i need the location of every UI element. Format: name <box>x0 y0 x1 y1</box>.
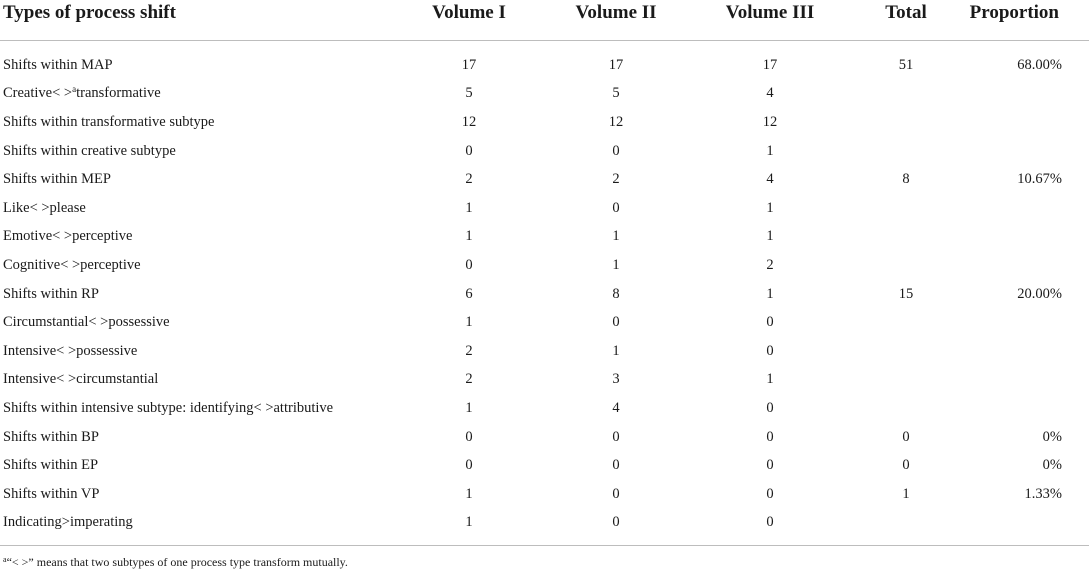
cell-volume-3: 1 <box>766 142 774 159</box>
table-row <box>0 280 1089 309</box>
cell-proportion <box>961 108 1089 137</box>
table-footnote <box>3 555 348 570</box>
cell-total <box>851 337 961 366</box>
cell-volume-2: 0 <box>612 142 620 159</box>
cell-volume-1: 17 <box>461 56 477 73</box>
cell-total <box>851 223 961 252</box>
cell-volume-3: 0 <box>766 314 774 331</box>
row-label: Intensive< >possessive <box>3 342 138 359</box>
cell-proportion: 68.00% <box>1017 56 1062 73</box>
cell-volume-2: 0 <box>612 457 620 474</box>
cell-total <box>851 194 961 223</box>
header-row <box>0 0 1089 41</box>
cell-volume-2: 3 <box>612 371 620 388</box>
cell-proportion <box>961 251 1089 280</box>
cell-total <box>851 251 961 280</box>
cell-proportion <box>961 137 1089 166</box>
cell-volume-1: 1 <box>465 485 473 502</box>
cell-total <box>851 366 961 395</box>
cell-total: 0 <box>902 457 910 474</box>
cell-volume-2: 17 <box>608 56 624 73</box>
table-row <box>0 223 1089 252</box>
row-label: Shifts within RP <box>3 285 99 302</box>
row-label: Shifts within EP <box>3 457 99 474</box>
table-row <box>0 480 1089 509</box>
table-row <box>0 137 1089 166</box>
cell-volume-1: 6 <box>465 285 473 302</box>
cell-volume-3: 1 <box>766 285 774 302</box>
cell-volume-2: 0 <box>612 485 620 502</box>
cell-total <box>851 108 961 137</box>
cell-volume-3: 4 <box>766 171 774 188</box>
cell-total <box>851 509 961 546</box>
table-row <box>0 165 1089 194</box>
cell-total: 51 <box>898 56 914 73</box>
cell-volume-1: 5 <box>465 85 473 102</box>
cell-proportion <box>961 223 1089 252</box>
cell-volume-3: 4 <box>766 85 774 102</box>
cell-total <box>851 394 961 423</box>
cell-volume-3: 17 <box>762 56 778 73</box>
cell-total <box>851 137 961 166</box>
row-label: Shifts within BP <box>3 428 99 445</box>
cell-proportion <box>961 509 1089 546</box>
row-label: Circumstantial< >possessive <box>3 314 170 331</box>
cell-volume-2: 12 <box>608 113 624 130</box>
cell-volume-1: 12 <box>461 113 477 130</box>
cell-volume-3: 0 <box>766 457 774 474</box>
cell-volume-2: 1 <box>612 256 620 273</box>
cell-volume-3: 0 <box>766 485 774 502</box>
row-label: Emotive< >perceptive <box>3 228 133 245</box>
cell-total: 1 <box>902 485 910 502</box>
footnote-text: “< >” means that two subtypes of one process type transform mutually. <box>6 555 348 569</box>
row-label-suffix: transformative <box>76 85 161 102</box>
cell-volume-1: 1 <box>465 199 473 216</box>
cell-volume-2: 5 <box>612 85 620 102</box>
cell-volume-3: 0 <box>766 342 774 359</box>
row-label: Shifts within creative subtype <box>3 142 176 159</box>
row-label: Shifts within MAP <box>3 56 113 73</box>
cell-proportion: 0% <box>1042 457 1062 474</box>
table-row <box>0 308 1089 337</box>
cell-volume-2: 0 <box>612 428 620 445</box>
row-label: Shifts within MEP <box>3 171 111 188</box>
row-label: Intensive< >circumstantial <box>3 371 159 388</box>
cell-volume-3: 12 <box>762 113 778 130</box>
cell-volume-3: 1 <box>766 228 774 245</box>
table-row <box>0 451 1089 480</box>
table-row <box>0 41 1089 80</box>
cell-volume-1: 1 <box>465 228 473 245</box>
cell-proportion <box>961 366 1089 395</box>
table-row <box>0 509 1089 546</box>
table-row <box>0 394 1089 423</box>
row-label: Like< >please <box>3 199 86 216</box>
cell-total: 15 <box>898 285 914 302</box>
cell-volume-3: 1 <box>766 199 774 216</box>
cell-proportion: 10.67% <box>1017 171 1062 188</box>
cell-volume-2: 2 <box>612 171 620 188</box>
header-proportion: Proportion <box>961 0 1089 41</box>
cell-volume-1: 2 <box>465 342 473 359</box>
cell-volume-2: 1 <box>612 228 620 245</box>
cell-volume-2: 1 <box>612 342 620 359</box>
footnote-marker: a <box>3 555 7 564</box>
table-row <box>0 251 1089 280</box>
cell-total <box>851 308 961 337</box>
cell-proportion <box>961 80 1089 109</box>
cell-total <box>851 80 961 109</box>
row-label: Shifts within transformative subtype <box>3 113 215 130</box>
cell-volume-1: 1 <box>465 314 473 331</box>
row-label: Cognitive< >perceptive <box>3 256 141 273</box>
cell-volume-1: 0 <box>465 457 473 474</box>
cell-proportion: 20.00% <box>1017 285 1062 302</box>
header-volume-1: Volume I <box>395 0 543 41</box>
table-body <box>0 41 1089 546</box>
cell-volume-2: 4 <box>612 399 620 416</box>
cell-total: 0 <box>902 428 910 445</box>
cell-volume-3: 0 <box>689 509 851 546</box>
header-volume-2: Volume II <box>543 0 689 41</box>
cell-proportion: 1.33% <box>1024 485 1062 502</box>
cell-volume-1: 0 <box>465 256 473 273</box>
cell-total: 8 <box>902 171 910 188</box>
cell-proportion <box>961 394 1089 423</box>
cell-volume-3: 2 <box>766 256 774 273</box>
cell-volume-1: 1 <box>465 399 473 416</box>
table-row <box>0 337 1089 366</box>
cell-volume-2: 0 <box>612 314 620 331</box>
row-label: Shifts within VP <box>3 485 100 502</box>
cell-proportion <box>961 337 1089 366</box>
cell-volume-1: 0 <box>465 142 473 159</box>
footnote-marker: a <box>72 84 77 95</box>
table-row <box>0 366 1089 395</box>
cell-volume-1: 1 <box>395 509 543 546</box>
table-row <box>0 108 1089 137</box>
row-label: Shifts within intensive subtype: identifying< >attributive <box>3 399 334 416</box>
header-total: Total <box>851 0 961 41</box>
row-label-prefix: Creative< > <box>3 85 73 102</box>
cell-volume-3: 1 <box>766 371 774 388</box>
cell-volume-1: 2 <box>465 371 473 388</box>
header-type: Types of process shift <box>0 0 395 41</box>
cell-proportion: 0% <box>1042 428 1062 445</box>
cell-proportion <box>961 308 1089 337</box>
table-header <box>0 0 1089 41</box>
cell-volume-3: 0 <box>766 399 774 416</box>
table-row <box>0 194 1089 223</box>
cell-volume-2: 0 <box>543 509 689 546</box>
row-label <box>0 80 395 109</box>
cell-volume-2: 0 <box>612 199 620 216</box>
cell-volume-1: 2 <box>465 171 473 188</box>
cell-volume-2: 8 <box>612 285 620 302</box>
row-label: Indicating>imperating <box>0 509 395 546</box>
cell-volume-3: 0 <box>766 428 774 445</box>
header-volume-3: Volume III <box>689 0 851 41</box>
table-row <box>0 423 1089 452</box>
cell-proportion <box>961 194 1089 223</box>
table-row <box>0 80 1089 109</box>
cell-volume-1: 0 <box>465 428 473 445</box>
